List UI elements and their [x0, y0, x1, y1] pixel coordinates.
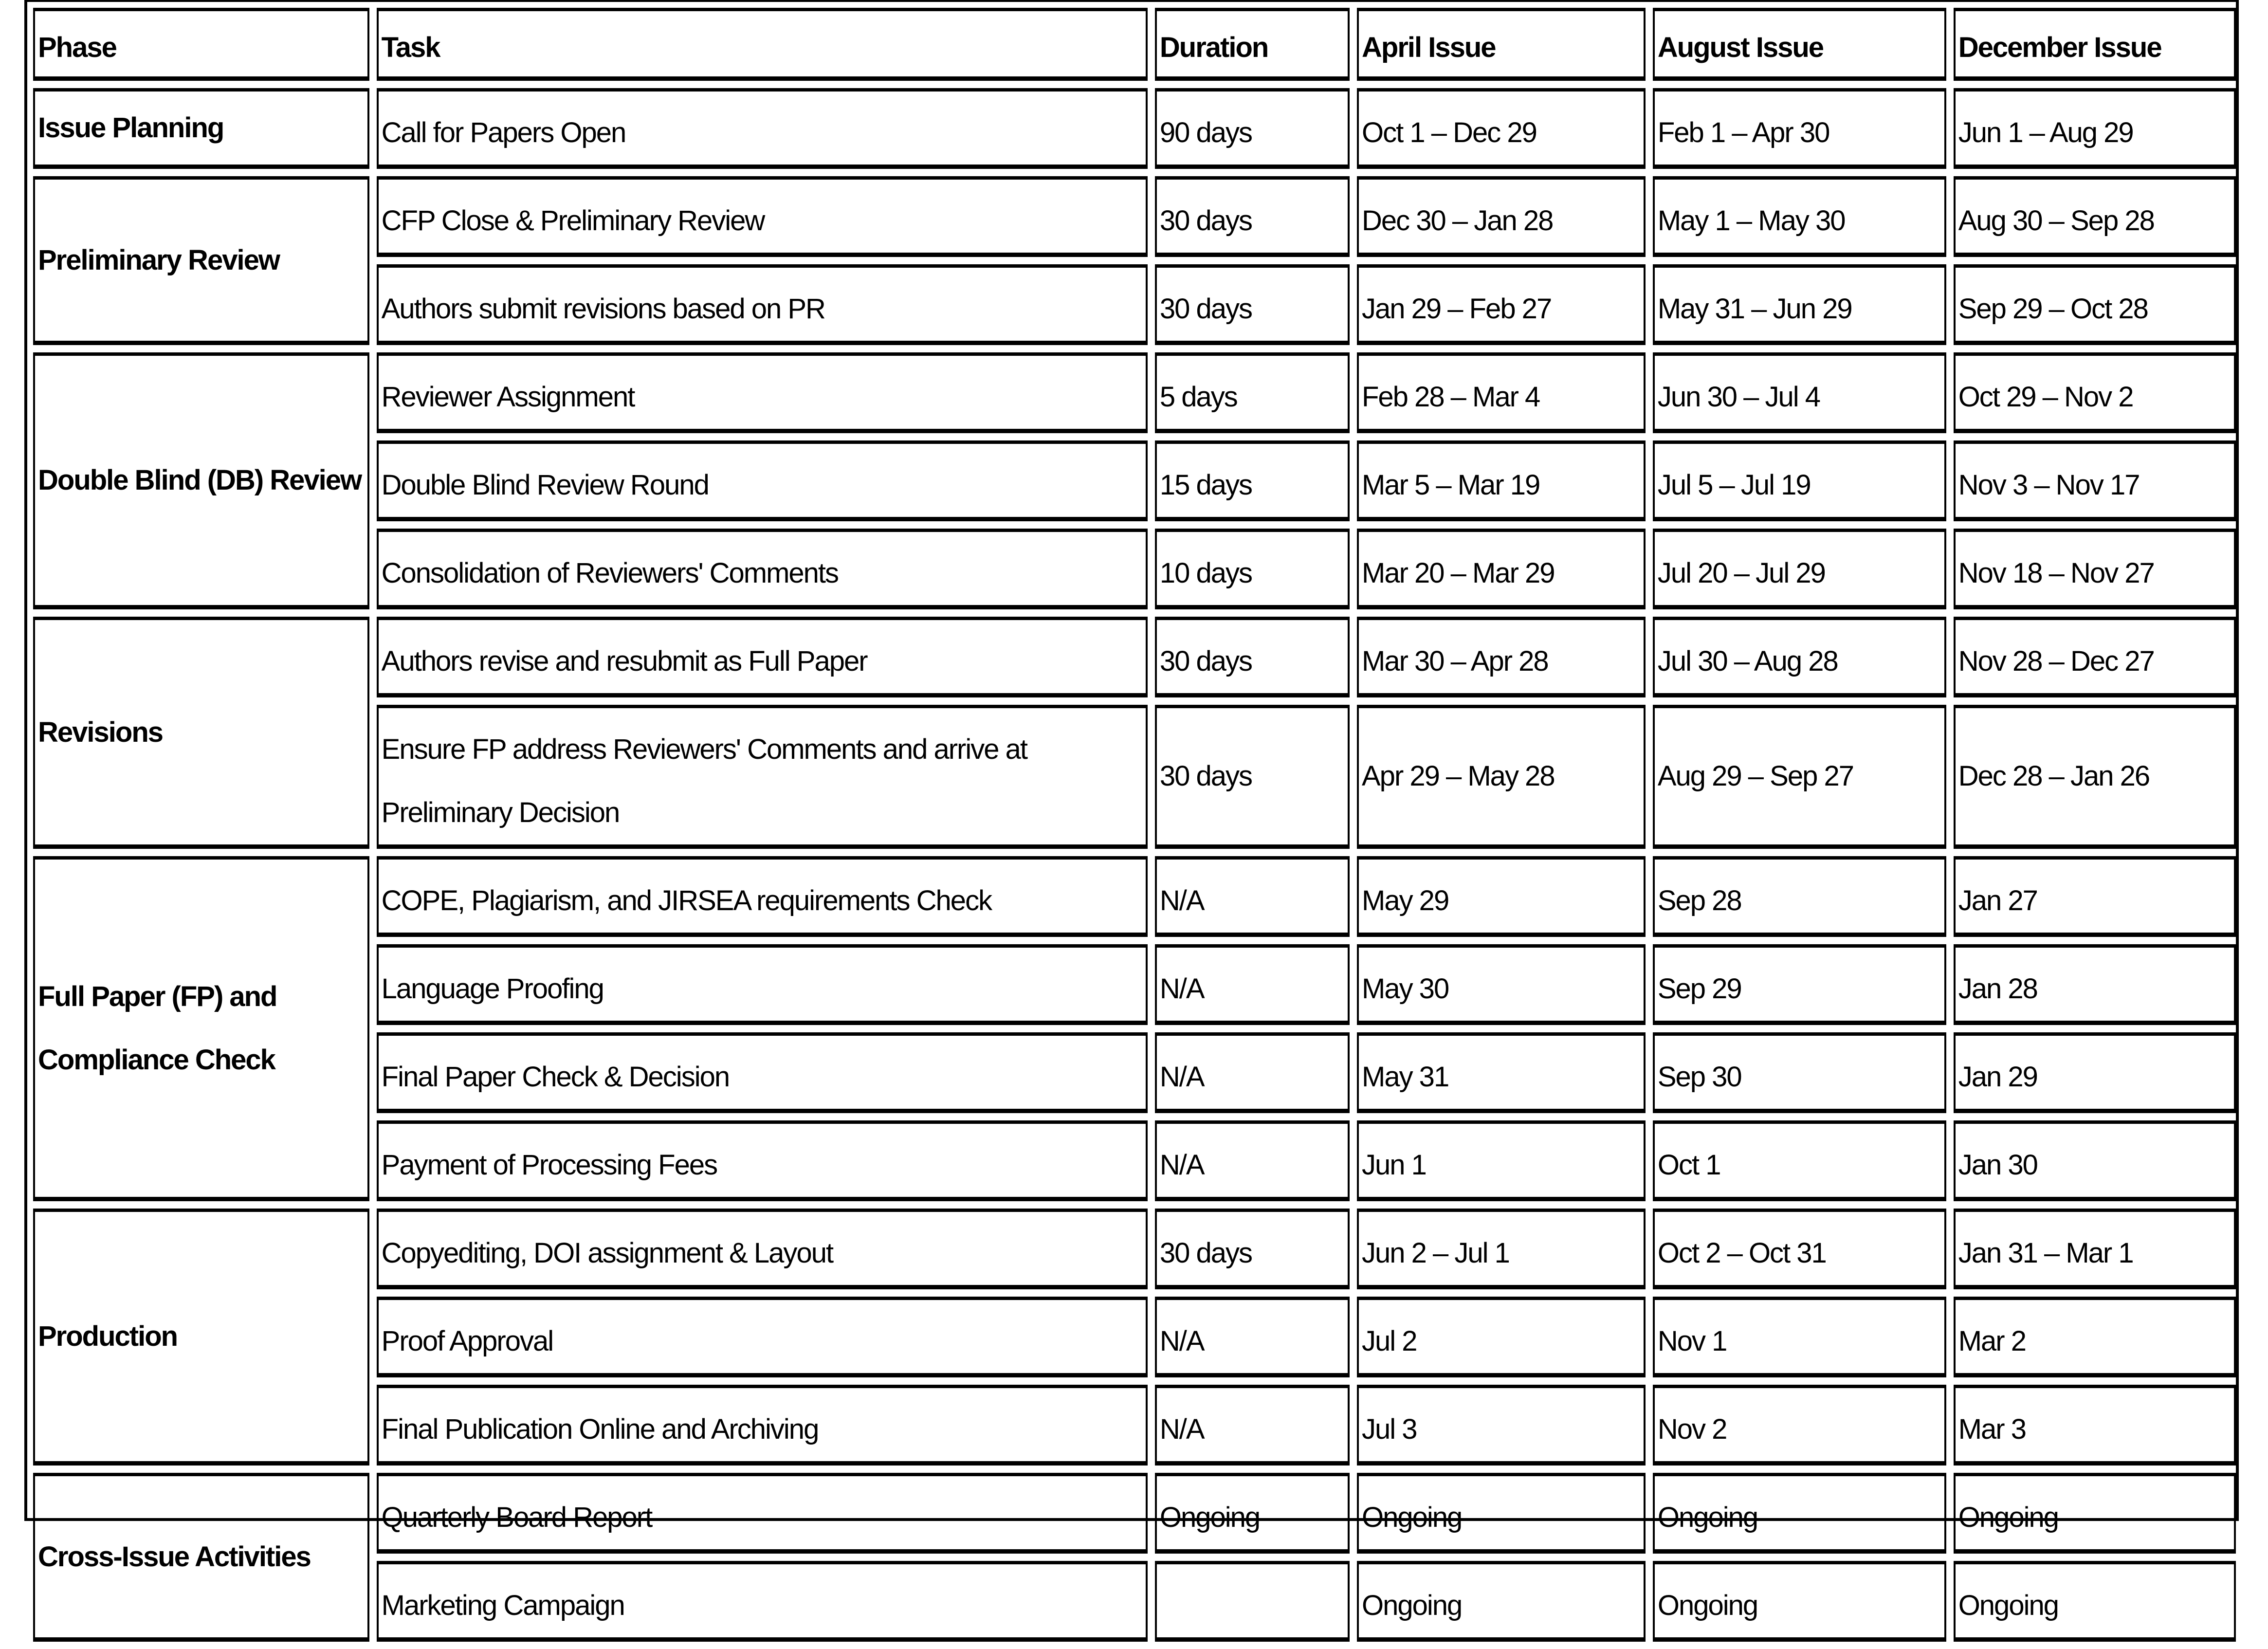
december-cell: Nov 18 – Nov 27: [1954, 529, 2236, 609]
duration-cell: [1155, 1561, 1350, 1642]
december-cell: Jan 30: [1954, 1120, 2236, 1201]
task-cell: COPE, Plagiarism, and JIRSEA requirements Check: [377, 856, 1148, 937]
december-cell: Jan 31 – Mar 1: [1954, 1209, 2236, 1289]
duration-cell: 30 days: [1155, 617, 1350, 697]
duration-cell: 90 days: [1155, 88, 1350, 169]
december-cell: Ongoing: [1954, 1561, 2236, 1642]
header-december-issue: December Issue: [1954, 8, 2236, 81]
header-row: [33, 8, 2236, 81]
august-cell: Jul 30 – Aug 28: [1653, 617, 1946, 697]
august-cell: Sep 30: [1653, 1032, 1946, 1113]
april-cell: May 30: [1357, 944, 1646, 1025]
table-row: [33, 1473, 2236, 1554]
april-cell: Dec 30 – Jan 28: [1357, 176, 1646, 257]
task-cell: Proof Approval: [377, 1297, 1148, 1377]
task-cell: Language Proofing: [377, 944, 1148, 1025]
december-cell: Nov 3 – Nov 17: [1954, 440, 2236, 521]
april-cell: May 31: [1357, 1032, 1646, 1113]
phase-cell: Preliminary Review: [33, 176, 369, 345]
task-cell: Reviewer Assignment: [377, 352, 1148, 433]
duration-cell: 15 days: [1155, 440, 1350, 521]
april-cell: Feb 28 – Mar 4: [1357, 352, 1646, 433]
august-cell: Nov 2: [1653, 1385, 1946, 1466]
task-cell: Quarterly Board Report: [377, 1473, 1148, 1554]
april-cell: Jun 2 – Jul 1: [1357, 1209, 1646, 1289]
december-cell: Ongoing: [1954, 1473, 2236, 1554]
duration-cell: Ongoing: [1155, 1473, 1350, 1554]
table-row: [33, 352, 2236, 433]
august-cell: May 31 – Jun 29: [1653, 264, 1946, 345]
august-cell: Sep 28: [1653, 856, 1946, 937]
august-cell: Sep 29: [1653, 944, 1946, 1025]
august-cell: Aug 29 – Sep 27: [1653, 705, 1946, 849]
task-cell: Final Paper Check & Decision: [377, 1032, 1148, 1113]
december-cell: Dec 28 – Jan 26: [1954, 705, 2236, 849]
table-row: [33, 856, 2236, 937]
task-cell: Payment of Processing Fees: [377, 1120, 1148, 1201]
table-row: [33, 617, 2236, 697]
august-cell: Nov 1: [1653, 1297, 1946, 1377]
august-cell: Jul 20 – Jul 29: [1653, 529, 1946, 609]
task-cell: Final Publication Online and Archiving: [377, 1385, 1148, 1466]
december-cell: Jan 29: [1954, 1032, 2236, 1113]
table-row: [33, 88, 2236, 169]
task-cell: Consolidation of Reviewers' Comments: [377, 529, 1148, 609]
april-cell: Mar 30 – Apr 28: [1357, 617, 1646, 697]
duration-cell: 30 days: [1155, 176, 1350, 257]
phase-cell: Double Blind (DB) Review: [33, 352, 369, 609]
august-cell: Ongoing: [1653, 1473, 1946, 1554]
august-cell: Ongoing: [1653, 1561, 1946, 1642]
december-cell: Jan 28: [1954, 944, 2236, 1025]
april-cell: Apr 29 – May 28: [1357, 705, 1646, 849]
task-cell: Double Blind Review Round: [377, 440, 1148, 521]
april-cell: Ongoing: [1357, 1473, 1646, 1554]
duration-cell: N/A: [1155, 1120, 1350, 1201]
duration-cell: N/A: [1155, 944, 1350, 1025]
schedule-table: [26, 0, 2243, 1649]
december-cell: Mar 3: [1954, 1385, 2236, 1466]
april-cell: Mar 20 – Mar 29: [1357, 529, 1646, 609]
header-april-issue: April Issue: [1357, 8, 1646, 81]
duration-cell: N/A: [1155, 856, 1350, 937]
december-cell: Nov 28 – Dec 27: [1954, 617, 2236, 697]
april-cell: Jun 1: [1357, 1120, 1646, 1201]
august-cell: Jul 5 – Jul 19: [1653, 440, 1946, 521]
december-cell: Aug 30 – Sep 28: [1954, 176, 2236, 257]
phase-cell: Cross-Issue Activities: [33, 1473, 369, 1642]
duration-cell: N/A: [1155, 1032, 1350, 1113]
phase-cell: Issue Planning: [33, 88, 369, 169]
task-cell: Marketing Campaign: [377, 1561, 1148, 1642]
august-cell: Feb 1 – Apr 30: [1653, 88, 1946, 169]
april-cell: Oct 1 – Dec 29: [1357, 88, 1646, 169]
table-row: [33, 176, 2236, 257]
task-cell: Authors submit revisions based on PR: [377, 264, 1148, 345]
december-cell: Sep 29 – Oct 28: [1954, 264, 2236, 345]
april-cell: Ongoing: [1357, 1561, 1646, 1642]
task-cell: Copyediting, DOI assignment & Layout: [377, 1209, 1148, 1289]
august-cell: May 1 – May 30: [1653, 176, 1946, 257]
task-cell: Ensure FP address Reviewers' Comments and arrive at Preliminary Decision: [377, 705, 1148, 849]
december-cell: Oct 29 – Nov 2: [1954, 352, 2236, 433]
april-cell: Jul 2: [1357, 1297, 1646, 1377]
header-task: Task: [377, 8, 1148, 81]
duration-cell: 30 days: [1155, 705, 1350, 849]
april-cell: Jul 3: [1357, 1385, 1646, 1466]
december-cell: Jan 27: [1954, 856, 2236, 937]
task-cell: Call for Papers Open: [377, 88, 1148, 169]
august-cell: Oct 2 – Oct 31: [1653, 1209, 1946, 1289]
phase-cell: Full Paper (FP) and Compliance Check: [33, 856, 369, 1201]
header-phase: Phase: [33, 8, 369, 81]
duration-cell: N/A: [1155, 1297, 1350, 1377]
phase-cell: Revisions: [33, 617, 369, 849]
april-cell: Jan 29 – Feb 27: [1357, 264, 1646, 345]
duration-cell: 10 days: [1155, 529, 1350, 609]
duration-cell: 30 days: [1155, 1209, 1350, 1289]
schedule-table-frame: [24, 0, 2239, 1621]
task-cell: CFP Close & Preliminary Review: [377, 176, 1148, 257]
task-cell: Authors revise and resubmit as Full Paper: [377, 617, 1148, 697]
april-cell: May 29: [1357, 856, 1646, 937]
duration-cell: N/A: [1155, 1385, 1350, 1466]
august-cell: Oct 1: [1653, 1120, 1946, 1201]
table-row: [33, 1209, 2236, 1289]
december-cell: Jun 1 – Aug 29: [1954, 88, 2236, 169]
august-cell: Jun 30 – Jul 4: [1653, 352, 1946, 433]
header-duration: Duration: [1155, 8, 1350, 81]
april-cell: Mar 5 – Mar 19: [1357, 440, 1646, 521]
phase-cell: Production: [33, 1209, 369, 1466]
duration-cell: 5 days: [1155, 352, 1350, 433]
header-august-issue: August Issue: [1653, 8, 1946, 81]
duration-cell: 30 days: [1155, 264, 1350, 345]
december-cell: Mar 2: [1954, 1297, 2236, 1377]
